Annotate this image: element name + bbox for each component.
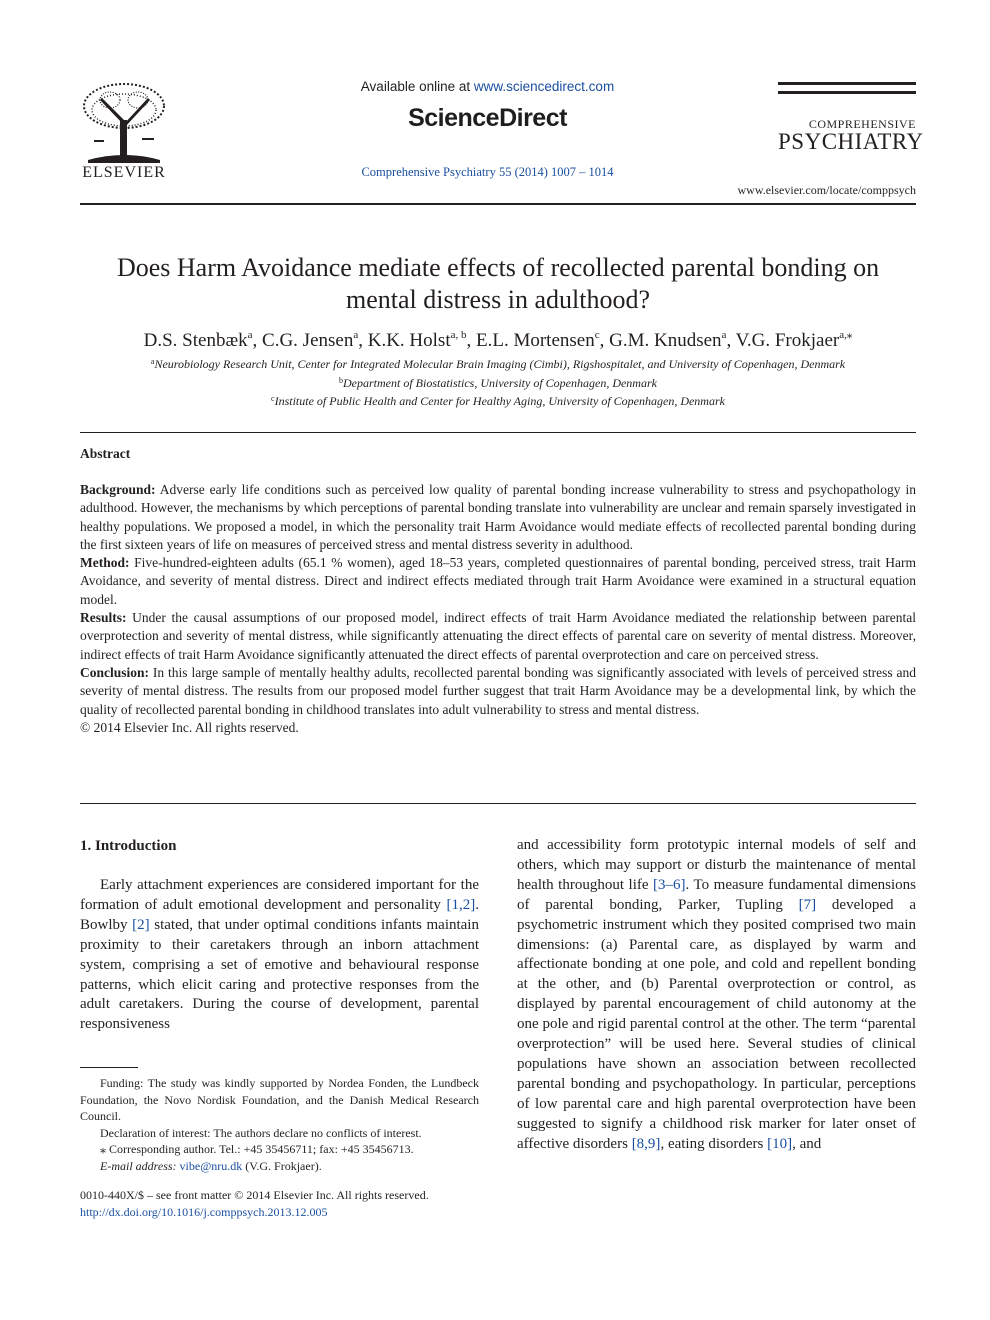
section-heading: 1. Introduction xyxy=(80,838,177,854)
left-column xyxy=(80,836,479,1035)
affiliation-mark: a xyxy=(150,357,155,366)
doi-link[interactable]: http://dx.doi.org/10.1016/j.comppsych.2013.12.005 xyxy=(80,1204,328,1219)
author-affiliation-mark: a xyxy=(247,329,253,341)
affiliation-mark: c xyxy=(271,394,275,403)
declaration-note: Declaration of interest: The authors declare no conflicts of interest. xyxy=(100,1125,422,1140)
body-text: and accessibility form prototypic internal models of self and others, which may support or disturb the maintenance of mental health throughout life xyxy=(517,837,916,893)
author-list: D.S. Stenbæk$^a$, C.G. Jensen$^a$, K.K. Holst$^{a, b}$, E.L. Mortensen$^c$, G.M. Knudsen$^a$, V.G. Frokjaer$^{a,⁎}$ xyxy=(143,329,853,351)
abstract-background xyxy=(80,481,916,554)
citation-link[interactable]: [3–6] xyxy=(653,876,686,893)
abstract-method xyxy=(80,554,916,609)
author-affiliation-mark: c xyxy=(594,329,600,341)
journal-logo-bottom: PSYCHIATRY xyxy=(778,129,924,154)
citation-link[interactable]: [10] xyxy=(767,1135,793,1152)
body-text: developed a psychometric instrument which they posited comprised two main dimensions: (a) Parental care, as displayed by warm and affectionate bonding at one pole, and cold and repellent bonding at the other, and (b) Parental overprotection or control, as displayed by parental encouragement of child autonomy at the one pole and rigid parental control at the other. The term “parental overprotection” will be used here. Several studies of clinical populations have shown an association between recollected parental bonding and psychopathology. In particular, perceptions of low parental care and high parental overprotection have been suggested to signify a childhood risk marker for later onset of affective disorders xyxy=(517,896,916,1152)
journal-logo-rule xyxy=(778,91,916,94)
author-name: C.G. Jensen xyxy=(262,330,354,351)
abstract-section-text: Five-hundred-eighteen adults (65.1 % women), aged 18–53 years, completed questionnaires of parental bonding, perceived stress, trait Harm Avoidance, and severity of mental distress. Direct and indirect effects mediated through trait Harm Avoidance were examined in a structural equation model. xyxy=(80,555,916,607)
body-text: , and xyxy=(792,1135,822,1152)
abstract-section-text: Adverse early life conditions such as perceived low quality of parental bonding increase vulnerability to stress and psychopathology in adulthood. However, the mechanisms by which perceptions of parental bonding translate into vulnerability are unclear and remain sparsely investigated in healthy populations. We proposed a model, in which the personality trait Harm Avoidance would mediate effects of recollected parental bonding during the first sixteen years of life on measures of perceived stress and mental distress severity in adulthood. xyxy=(80,482,916,552)
abstract-heading: Abstract xyxy=(80,446,131,461)
body-text: Early attachment experiences are considered important for the formation of adult emotional development and personality xyxy=(80,877,479,913)
footnote-rule xyxy=(80,1067,138,1068)
body-paragraph xyxy=(80,876,479,1035)
available-prefix: Available online at xyxy=(360,79,474,94)
citation-link[interactable]: [7] xyxy=(798,896,817,913)
funding-note: Funding: The study was kindly supported by Nordea Fonden, the Lundbeck Foundation, the Novo Nordisk Foundation, and the Danish Medical Research Council. xyxy=(80,1076,479,1124)
author-name: K.K. Holst xyxy=(367,330,451,351)
footnotes xyxy=(80,1075,479,1175)
sciencedirect-link[interactable]: www.sciencedirect.com xyxy=(473,79,615,94)
body-text: stated, that under optimal conditions infants maintain proximity to their caretakers through an inborn attachment system, comprising a set of emotive and behavioural response patterns, which elicit caring and protective responses from the adult caretakers. During the course of development, parental responsiveness xyxy=(80,916,479,1033)
email-note xyxy=(80,1158,479,1175)
issn-line: 0010-440X/$ – see front matter © 2014 Elsevier Inc. All rights reserved. xyxy=(80,1188,429,1202)
sciencedirect-wordmark: ScienceDirect xyxy=(408,104,567,132)
elsevier-logo xyxy=(80,80,168,180)
body-text: , eating disorders xyxy=(660,1135,768,1152)
abstract-section-label: Conclusion: xyxy=(80,664,150,680)
abstract-conclusion xyxy=(80,664,916,719)
abstract-section-label: Results: xyxy=(80,610,127,626)
body-text: . To measure fundamental dimensions of parental bonding, Parker, Tupling xyxy=(517,876,917,913)
citation-link[interactable]: [8,9] xyxy=(631,1135,661,1152)
journal-homepage-url[interactable]: www.elsevier.com/locate/comppsych xyxy=(737,183,916,197)
affiliation-item xyxy=(80,354,916,373)
affiliation-text: Neurobiology Research Unit, Center for Integrated Molecular Brain Imaging (Cimbi), Rigshospitalet, and University of Copenhagen, Denmark xyxy=(154,357,846,371)
abstract-section-text: Under the causal assumptions of our proposed model, indirect effects of trait Harm Avoidance mediated the relationship between parental overprotection and severity of mental distress, while significantly attenuating the direct effects of parental care on severity of mental distress. Moreover, indirect effects of trait Harm Avoidance significantly attenuated the direct effects of parental overprotection and care on perceived stress. xyxy=(80,610,916,662)
abstract-copyright: © 2014 Elsevier Inc. All rights reserved. xyxy=(80,719,299,735)
affiliation-item xyxy=(80,373,916,392)
email-label: E-mail address: xyxy=(100,1158,177,1173)
journal-logo xyxy=(778,82,924,154)
abstract-section-label: Method: xyxy=(80,555,130,571)
header-divider xyxy=(80,203,916,205)
corresponding-author-note: ⁎ Corresponding author. Tel.: +45 35456711; fax: +45 35456713. xyxy=(100,1142,414,1157)
author-affiliation-mark: a xyxy=(721,329,727,341)
author-affiliation-mark: a, b xyxy=(450,329,467,341)
journal-logo-top: COMPREHENSIVE xyxy=(808,117,916,131)
author-name: E.L. Mortensen xyxy=(476,330,595,351)
affiliation-mark: b xyxy=(339,375,344,385)
abstract-body xyxy=(80,481,916,737)
body-text: . Bowlby xyxy=(80,896,479,933)
author-name: V.G. Frokjaer xyxy=(735,330,840,351)
citation-link[interactable]: [1,2] xyxy=(446,896,476,913)
affiliation-text: Institute of Public Health and Center for Healthy Aging, University of Copenhagen, Denmark xyxy=(274,394,725,408)
author-affiliation-mark: a xyxy=(353,329,359,341)
affiliation-text: Department of Biostatistics, University of Copenhagen, Denmark xyxy=(343,375,657,390)
abstract-top-rule xyxy=(80,432,916,433)
abstract-section-text: In this large sample of mentally healthy adults, recollected parental bonding was significantly associated with levels of perceived stress and severity of mental distress. The results from our proposed model further suggest that trait Harm Avoidance may be a developmental link, by which the quality of recollected parental bonding in childhood translates into adult vulnerability to stress and mental distress. xyxy=(80,664,916,717)
citation-link[interactable]: [2] xyxy=(132,916,150,933)
abstract-bottom-rule xyxy=(80,803,916,804)
author-affiliation-mark: a,⁎ xyxy=(839,329,853,341)
issn-block xyxy=(80,1187,500,1221)
author-name: D.S. Stenbæk xyxy=(143,330,248,351)
publisher-logo-text: ELSEVIER xyxy=(82,164,166,181)
available-online-line xyxy=(300,79,675,94)
affiliation-list xyxy=(80,354,916,410)
affiliation-item xyxy=(80,391,916,410)
right-column xyxy=(517,836,916,1155)
body-paragraph xyxy=(517,836,916,1155)
email-suffix: (V.G. Frokjaer). xyxy=(242,1158,322,1173)
journal-reference[interactable]: Comprehensive Psychiatry 55 (2014) 1007 – 1014 xyxy=(361,165,614,179)
article-title: Does Harm Avoidance mediate effects of recollected parental bonding on mental distress in adulthood? xyxy=(116,253,880,314)
abstract-results xyxy=(80,609,916,664)
email-link[interactable]: vibe@nru.dk xyxy=(179,1158,243,1173)
journal-logo-rule xyxy=(778,82,916,85)
abstract-section-label: Background: xyxy=(80,482,156,497)
author-name: G.M. Knudsen xyxy=(609,330,722,351)
